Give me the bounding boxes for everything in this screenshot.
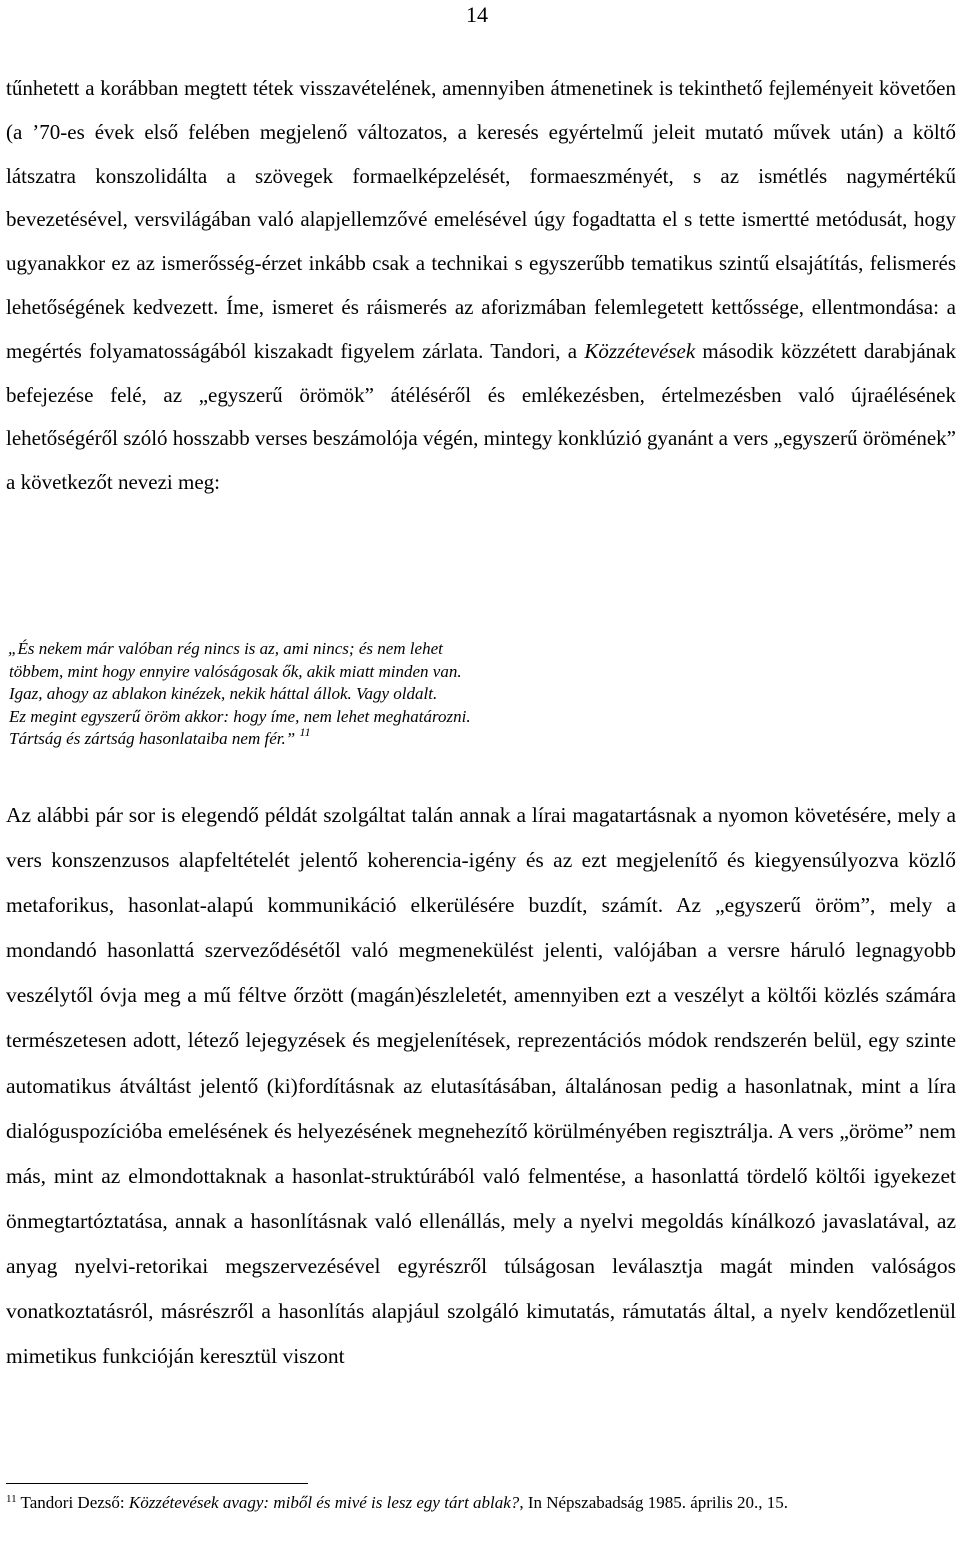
footnote-author: Tandori Dezső: [20, 1493, 129, 1512]
quote-line-3: Igaz, ahogy az ablakon kinézek, nekik háttal állok. Vagy oldalt. [9, 684, 438, 704]
body-paragraph-1 [6, 67, 956, 505]
quote-line-1: „És nekem már valóban rég nincs is az, ami nincs; és nem lehet [8, 639, 443, 658]
paragraph-1-text-b: második közzétett darabjának befejezése felé, az „egyszerű örömök” átéléséről és emlékezésben, értelmezésben való újraélésének lehetőségéről szóló hosszabb verses beszámolója végén, mintegy konklúzió gyanánt a vers „egyszerű örömének” a következőt nevezi meg: [6, 338, 956, 495]
quote-line-2: többem, mint hogy ennyire valóságosak ők, akik miatt minden van. [9, 661, 462, 681]
footnote [6, 1492, 956, 1514]
quote-line-5-text: Tártság és zártság hasonlataiba nem fér.” [9, 729, 296, 749]
footnote-reference[interactable]: 11 [299, 725, 311, 740]
page-number: 14 [466, 2, 488, 27]
quote-line-5 [8, 725, 708, 751]
body-paragraph-2: Az alábbi pár sor is elegendő példát szolgáltat talán annak a lírai magatartásnak a nyomon követésére, mely a vers konszenzusos alapfeltételét jelentő koherencia-igény és az ezt megjelenítő és kiegyensúlyozva közlő metaforikus, hasonlat-alapú kommunikáció elkerülésére buzdít, számít. Az „egyszerű öröm”, mely a mondandó hasonlattá szerveződésétől való megmenekülést jelenti, valójában a versre háruló legnagyobb veszélytől óvja meg a mű féltve őrzött (magán)észleletét, amennyiben ezt a veszélyt a költői közlés számára természetesen adott, létező lejegyzések és megjelenítések, reprezentációs módok rendszerén belül, egy szinte automatikus átváltást jelentő (ki)fordításnak az elutasításában, általánosan pedig a hasonlatnak, mint a líra dialóguspozícióba emelésének és helyezésének megnehezítő körülményében regisztrálja. A vers „öröme” nem más, mint az elmondottaknak a hasonlat-struktúrából való felmentése, a hasonlattá tördelő költői igyekezet önmegtartóztatása, annak a hasonlításnak való ellenállás, mely a nyelvi megoldás kínálkozó javaslatával, az anyag nyelvi-retorikai megszervezésével egyrészről túlságosan leválasztja magát minden valóságos vonatkoztatásról, másrészről a hasonlítás alapjául szolgáló kimutatás, rámutatás által, a nyelv kendőzetlenül mimetikus funkcióján keresztül viszont [6, 803, 956, 1369]
quote-line-4: Ez megint egyszerű öröm akkor: hogy íme, nem lehet meghatározni. [9, 706, 471, 726]
footnote-separator [6, 1483, 308, 1484]
footnote-number: 11 [6, 1492, 17, 1505]
paragraph-1-italic-title: Közzétevések [584, 338, 696, 363]
footnote-source: , In Népszabadság 1985. április 20., 15. [519, 1493, 788, 1512]
footnote-title: Közzétevések avagy: miből és mivé is lesz egy tárt ablak? [128, 1493, 520, 1512]
poem-quote [8, 638, 708, 751]
paragraph-1-text-a: tűnhetett a korábban megtett tétek visszavételének, amennyiben átmenetinek is tekinthető fejleményeit követően (a ’70-es évek első felében megjelenő változatos, a keresés egyértelmű jeleit mutató művek után) a költő látszatra konszolidálta a szövegek formaelképzelését, formaeszményét, s az ismétlés nagymértékű bevezetésével, versvilágában való alapjellemzővé emelésével úgy fogadtatta el s tette ismertté metódusát, hogy ugyanakkor ez az ismerősség-érzet inkább csak a technikai s egyszerűbb tematikus szintű elsajátítás, felismerés lehetőségének kedvezett. Íme, ismeret és ráismerés az aforizmában felemlegetett kettőssége, ellentmondása: a megértés folyamatosságából kiszakadt figyelem zárlata. Tandori, a [6, 76, 956, 363]
